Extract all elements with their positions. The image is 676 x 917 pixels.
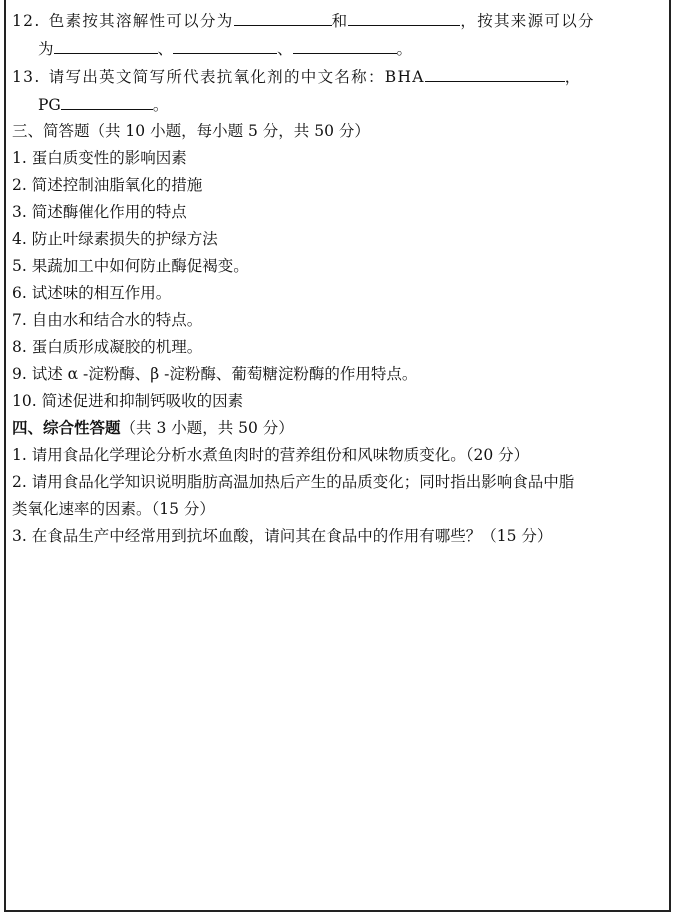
section3-item-8: 8. 蛋白质形成凝胶的机理。 [12,338,203,356]
section3-item-10: 10. 简述促进和抑制钙吸收的因素 [12,392,244,410]
section3-item-9: 9. 试述 α -淀粉酶、β -淀粉酶、葡萄糖淀粉酶的作用特点。 [12,365,418,383]
q12-blank-4[interactable] [173,38,277,54]
section3-item-5: 5. 果蔬加工中如何防止酶促褐变。 [12,257,249,275]
section3-item-3: 3. 简述酶催化作用的特点 [12,203,187,221]
q12-end: 。 [396,40,413,58]
question-13-line1 [12,66,582,87]
q12-sep-1: 、 [157,40,174,58]
q12-blank-5[interactable] [293,38,397,54]
section3-item-6: 6. 试述味的相互作用。 [12,284,172,302]
section3-heading: 三、简答题（共 10 小题，每小题 5 分，共 50 分） [12,122,370,140]
section3-item-7: 7. 自由水和结合水的特点。 [12,311,203,329]
q12-text-and: 和 [331,12,349,30]
q13-end: 。 [152,96,169,114]
section4-item-2-line2: 类氧化速率的因素。（15 分） [12,500,215,518]
q13-blank-pg[interactable] [61,94,153,110]
section4-heading-detail: （共 3 小题，共 50 分） [120,419,294,437]
q12-text-wei: 为 [38,40,54,58]
section3-item-4: 4. 防止叶绿素损失的护绿方法 [12,230,218,248]
section4-item-2-line1: 2. 请用食品化学知识说明脂肪高温加热后产生的品质变化；同时指出影响食品中脂 [12,473,575,491]
question-12-line2 [38,38,412,59]
q13-text-pg: PG [38,96,61,114]
q12-text-source: ，按其来源可以分 [460,12,595,30]
q13-comma: ， [564,68,582,86]
q12-text-start: 12. 色素按其溶解性可以分为 [12,12,234,30]
q12-blank-2[interactable] [348,10,460,26]
question-12-line1 [12,10,595,31]
section4-item-1: 1. 请用食品化学理论分析水煮鱼肉时的营养组份和风味物质变化。（20 分） [12,446,530,464]
question-13-line2 [38,94,168,115]
q12-blank-3[interactable] [54,38,158,54]
section4-heading-title: 四、综合性答题 [12,418,121,437]
section4-item-3: 3. 在食品生产中经常用到抗坏血酸，请问其在食品中的作用有哪些？（15 分） [12,527,553,545]
q12-blank-1[interactable] [234,10,332,26]
section3-item-2: 2. 简述控制油脂氧化的措施 [12,176,203,194]
section3-item-1: 1. 蛋白质变性的影响因素 [12,149,187,167]
q12-sep-2: 、 [277,40,293,58]
q13-text: 13. 请写出英文简写所代表抗氧化剂的中文名称：BHA [12,68,425,86]
section4-heading [12,418,294,438]
q13-blank-bha[interactable] [425,66,565,82]
